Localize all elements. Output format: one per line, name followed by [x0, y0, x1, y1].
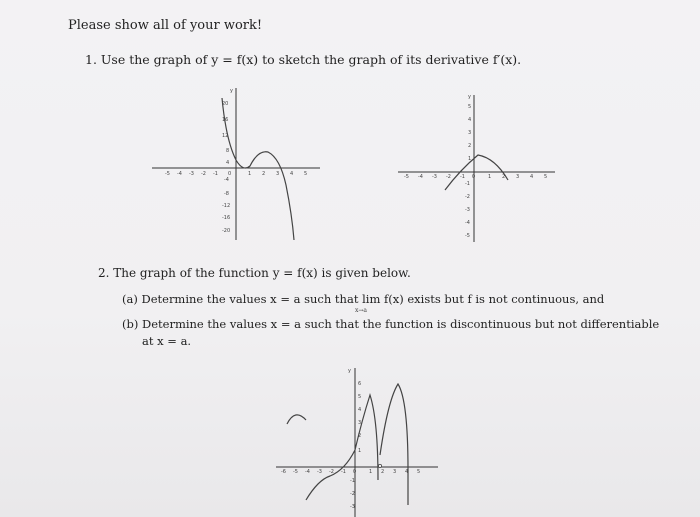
- graph-f-y-tick-label: -12: [222, 203, 231, 209]
- graph-piecewise-x-ticks: [281, 469, 420, 475]
- graph-piecewise-x-tick-label: -1: [341, 469, 346, 475]
- graph-f-x-tick-label: 5: [304, 171, 308, 177]
- graph-derivative-x-tick-label: 3: [516, 174, 520, 180]
- graph-piecewise-x-tick-label: 2: [381, 469, 385, 475]
- graph-derivative-y-tick-label: 5: [468, 104, 472, 110]
- graph-f-y-tick-label: 12: [222, 133, 229, 139]
- graph-f-x-tick-label: 2: [262, 171, 266, 177]
- graph-f-x-tick-label: 3: [276, 171, 280, 177]
- graph-derivative-y-tick-label: -5: [465, 233, 470, 239]
- graph-piecewise-open-point: [378, 464, 381, 467]
- graph-derivative-x-tick-label: -1: [460, 174, 465, 180]
- graph-piecewise-y-tick-label: -3: [350, 504, 355, 510]
- graph-piecewise-curve-right: [380, 384, 408, 505]
- graph-derivative-y-tick-label: 2: [468, 143, 472, 149]
- graph-f-x-tick-label: -5: [165, 171, 170, 177]
- graph-piecewise-y-tick-label: 4: [358, 407, 362, 413]
- graph-piecewise-x-tick-label: -5: [293, 469, 298, 475]
- graph-piecewise-y-tick-label: 1: [358, 448, 362, 454]
- graph-piecewise-y-label: y: [348, 368, 351, 374]
- graph-f-y-tick-label: -16: [222, 215, 231, 221]
- graph-derivative-y-tick-label: 3: [468, 130, 472, 136]
- graph-derivative-x-tick-label: 1: [488, 174, 492, 180]
- question-2: 2. The graph of the function y = f(x) is given below.: [98, 266, 411, 280]
- graph-f-x-tick-label: -4: [177, 171, 182, 177]
- graph-piecewise-x-tick-label: -3: [317, 469, 322, 475]
- question-2b: (b) Determine the values x = a such that the function is discontinuous but not differentiable: [122, 317, 660, 331]
- graph-piecewise-y-tick-label: 5: [358, 394, 362, 400]
- question-2b-continued: at x = a.: [142, 334, 192, 348]
- graph-derivative-x-tick-label: -2: [446, 174, 451, 180]
- graph-derivative-y-tick-label: 4: [468, 117, 472, 123]
- graph-f-x-tick-label: -3: [189, 171, 194, 177]
- graph-piecewise-y-tick-label: -2: [350, 491, 355, 497]
- graph-derivative-y-tick-label: -2: [465, 194, 470, 200]
- graph-derivative-y-label: y: [468, 94, 471, 100]
- graph-piecewise-x-tick-label: 0: [353, 469, 357, 475]
- graph-f-y-tick-label: 8: [226, 148, 230, 154]
- graph-f-y-tick-label: 20: [222, 101, 229, 107]
- graph-f-y-tick-label: -8: [224, 191, 229, 197]
- graph-f-y-label: y: [230, 88, 233, 94]
- graph-derivative-x-tick-label: 0: [472, 174, 476, 180]
- graph-derivative-x-tick-label: -5: [404, 174, 409, 180]
- graph-f-y-tick-label: -4: [224, 177, 229, 183]
- question-1: 1. Use the graph of y = f(x) to sketch the graph of its derivative f′(x).: [85, 52, 522, 67]
- limit-subscript: x→a: [355, 307, 367, 314]
- graph-piecewise-y-tick-label: 2: [358, 433, 362, 439]
- graph-piecewise-x-tick-label: -2: [329, 469, 334, 475]
- page-heading: Please show all of your work!: [68, 18, 263, 33]
- graph-f-x-tick-label: 4: [290, 171, 294, 177]
- graph-f-x-tick-label: -2: [201, 171, 206, 177]
- graph-derivative-x-tick-label: -3: [432, 174, 437, 180]
- graph-f-x-tick-label: 1: [248, 171, 252, 177]
- graph-derivative-x-tick-label: 4: [530, 174, 534, 180]
- graph-piecewise-y-tick-label: 6: [358, 381, 362, 387]
- graph-derivative-y-tick-label: 1: [468, 156, 472, 162]
- graph-derivative-x-tick-label: -4: [418, 174, 423, 180]
- graph-derivative-y-tick-label: -4: [465, 220, 470, 226]
- graph-piecewise-x-tick-label: 4: [405, 469, 409, 475]
- graph-derivative-x-tick-label: 5: [544, 174, 548, 180]
- graph-derivative-x-tick-label: 2: [502, 174, 506, 180]
- graph-piecewise-y-tick-label: -1: [350, 478, 355, 484]
- graph-f-curve: [222, 98, 294, 240]
- graph-f-x-tick-label: -1: [213, 171, 218, 177]
- graph-f-y-tick-label: 4: [226, 160, 230, 166]
- graph-piecewise-x-tick-label: -6: [281, 469, 286, 475]
- graph-piecewise-x-tick-label: 3: [393, 469, 397, 475]
- graph-piecewise-curve-middle: [306, 395, 378, 500]
- graph-derivative-y-tick-label: -3: [465, 207, 470, 213]
- graph-f-y-tick-label: 16: [222, 117, 229, 123]
- graph-piecewise-x-tick-label: 5: [417, 469, 421, 475]
- graph-piecewise: [276, 368, 438, 517]
- graph-piecewise-x-tick-label: 1: [369, 469, 373, 475]
- graph-derivative-x-ticks: [404, 174, 547, 180]
- graph-f-x-tick-label: 0: [228, 171, 232, 177]
- graph-f: [152, 88, 320, 240]
- graph-derivative-y-tick-label: -1: [465, 181, 470, 187]
- graph-derivative: [398, 94, 555, 242]
- graph-piecewise-y-tick-label: 3: [358, 420, 362, 426]
- graph-piecewise-curve-left: [287, 415, 306, 424]
- graph-f-y-tick-label: -20: [222, 228, 231, 234]
- question-2a: (a) Determine the values x = a such that lim f(x) exists but f is not continuous, and: [122, 292, 605, 306]
- graph-piecewise-x-tick-label: -4: [305, 469, 310, 475]
